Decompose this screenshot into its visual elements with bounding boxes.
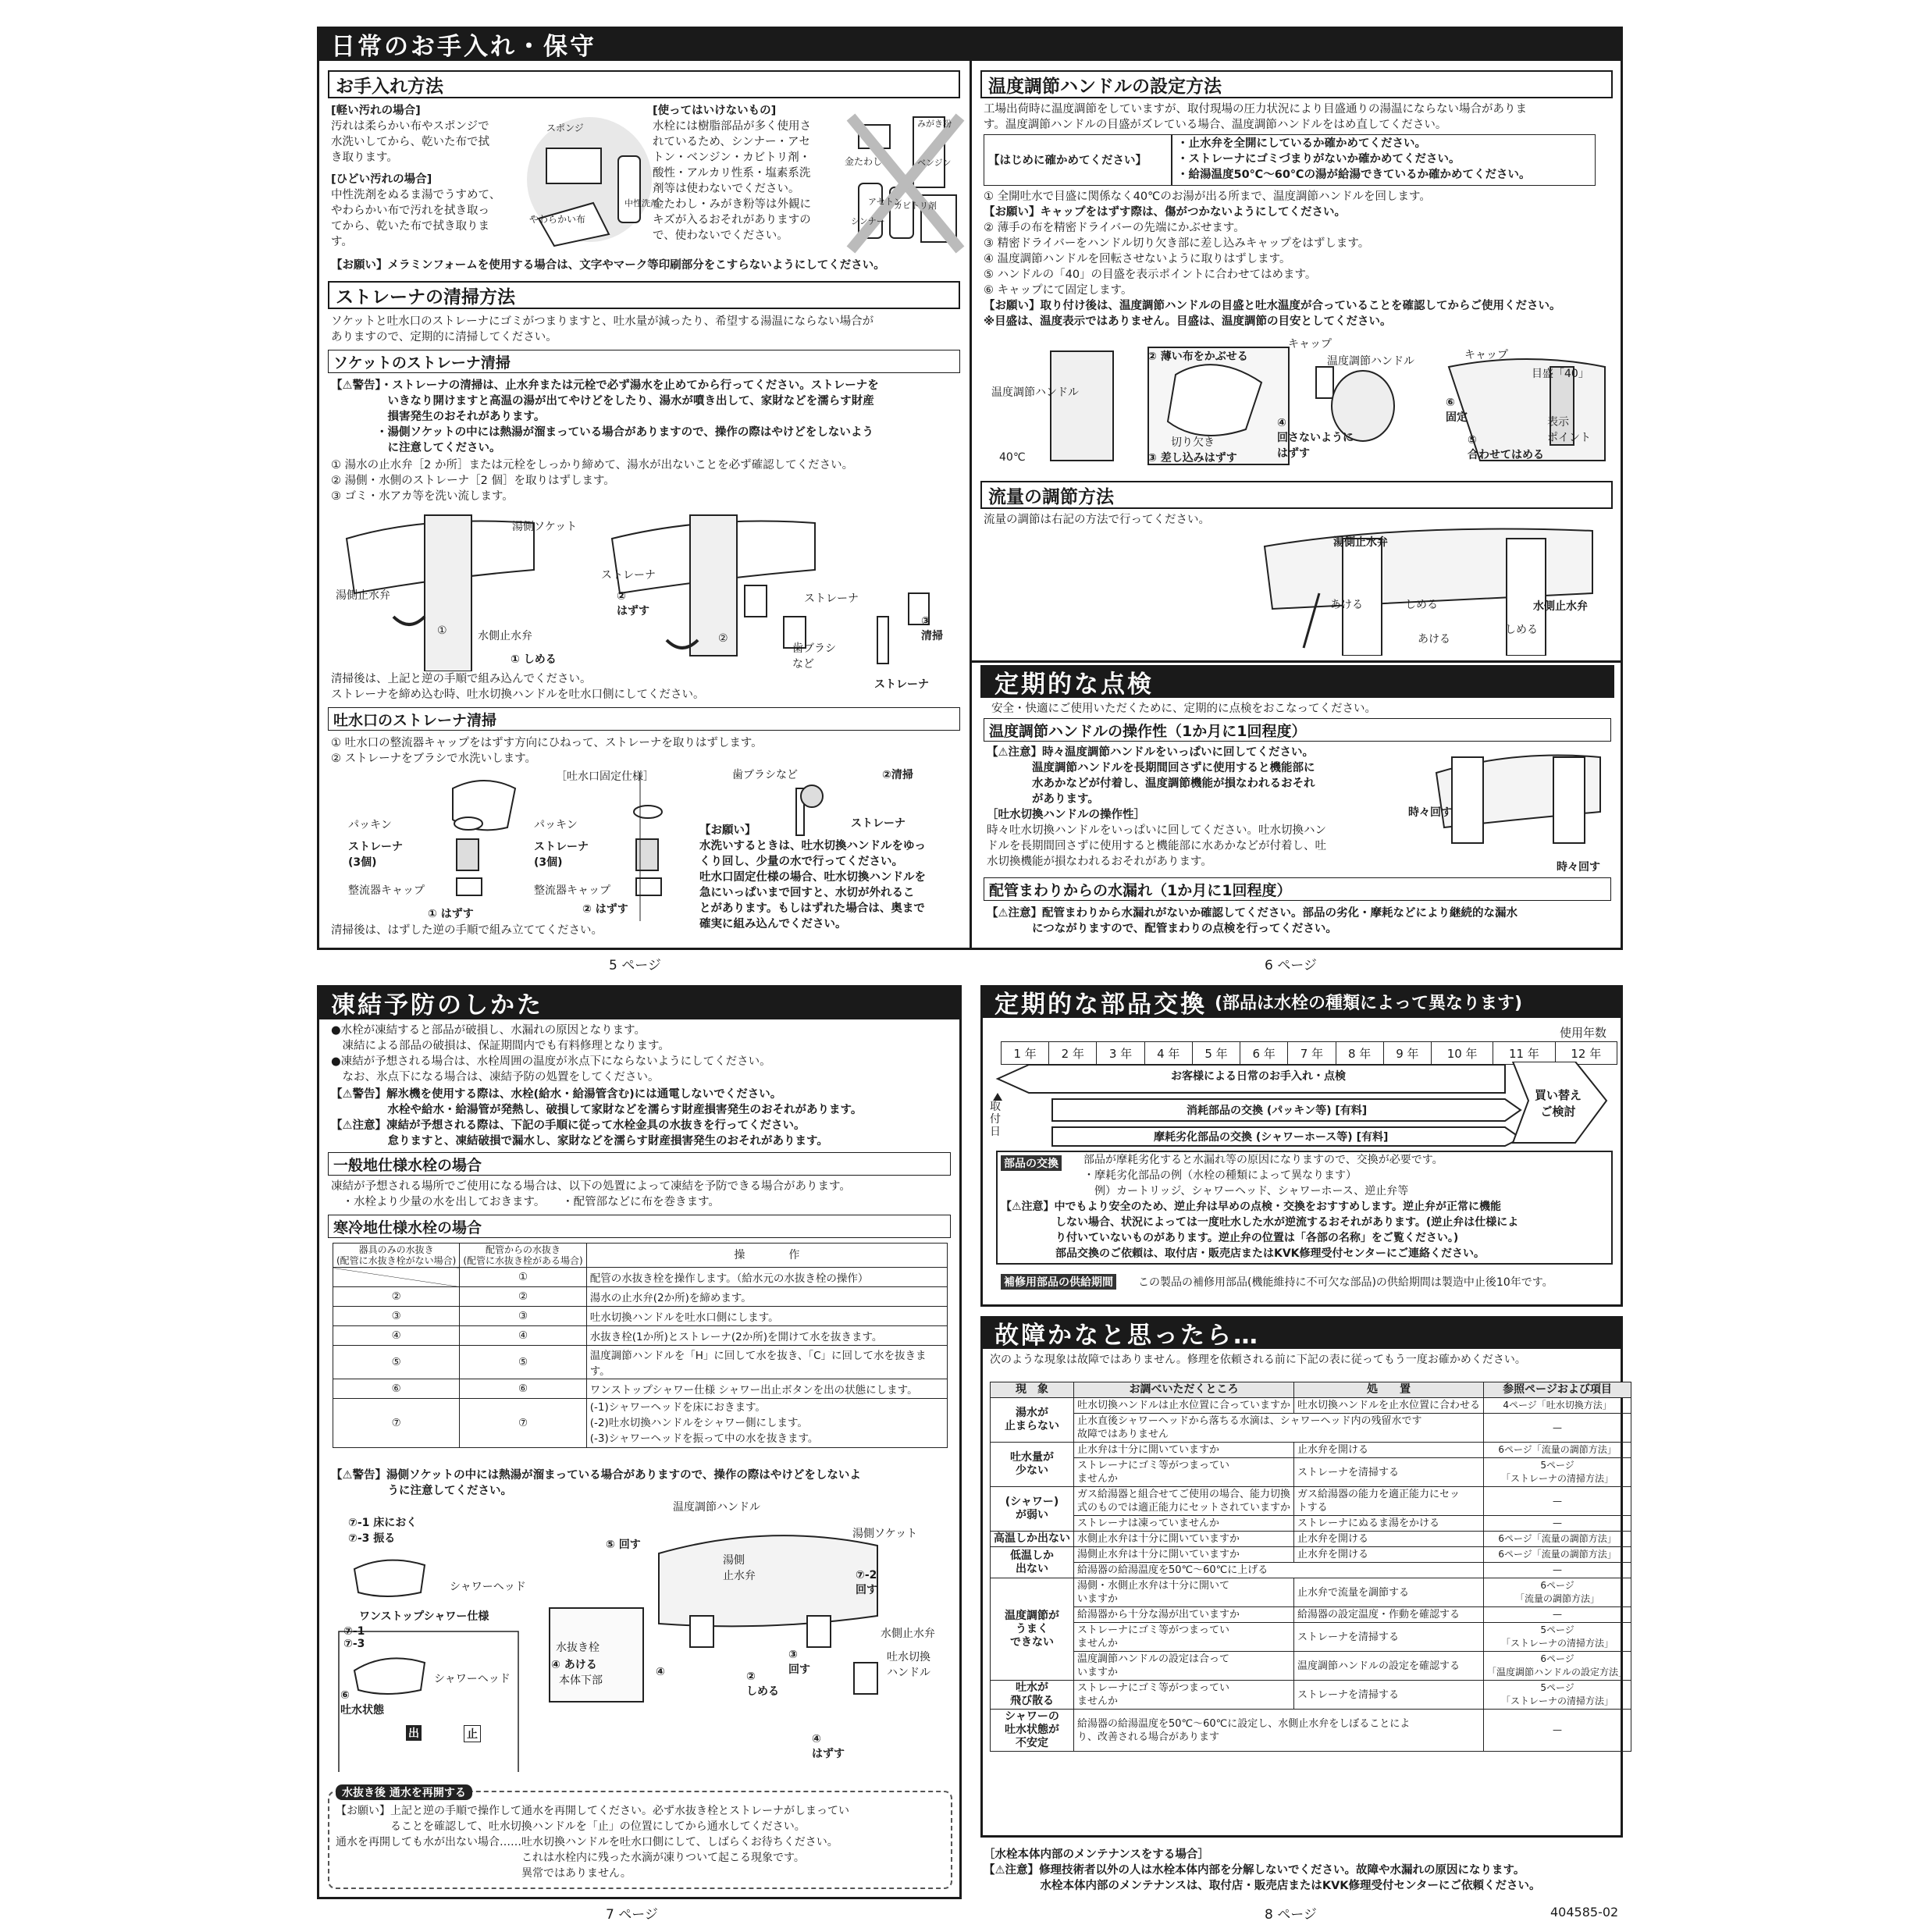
trouble-reference: 6ページ 「温度調節ハンドルの設定方法」 — [1484, 1652, 1631, 1681]
trouble-reference: 5ページ 「ストレーナの清掃方法」 — [1484, 1681, 1631, 1710]
label-hot-valve-2: 湯側止水弁 — [1333, 536, 1388, 549]
pipe-leak-title: 配管まわりからの水漏れ（1か月に1回程度） — [984, 877, 1611, 901]
heavy-dirt-head: [ひどい汚れの場合] — [331, 173, 432, 186]
trouble-check: 湯側・水側止水弁は十分に開いて いますか — [1074, 1578, 1294, 1607]
table-row — [991, 1547, 1631, 1563]
freeze-warnings: 【⚠警告】解氷機を使用する際は、水栓(給水・給湯管含む)には通電しないでください。 水栓や給水・給湯管が発熱し、破損して家財などを濡らす財産損害発生のおそれがあります。 【⚠注意】凍結が予想される際は、下記の手順に従って水栓金具の水抜きを行ってください。 怠りますと、凍結破損で漏水し、家財などを濡らす財産損害発生のおそれがあります。 — [331, 1088, 863, 1147]
table-row — [991, 1607, 1631, 1623]
label-4-circle: ④ — [656, 1666, 665, 1678]
trouble-check: ストレーナは凍っていませんか — [1074, 1516, 1294, 1532]
label-7-1-3: ⑦-1 ⑦-3 — [343, 1625, 365, 1650]
check-box-divider — [1171, 134, 1172, 186]
label-step2-cloth: ② 薄い布をかぶせる — [1147, 350, 1248, 363]
label-cold-valve: 水側止水弁 — [478, 630, 532, 642]
table-row: ⑥ ⑥ ワンストップシャワー仕様 シャワー出止ボタンを出の状態にします。 — [333, 1379, 948, 1399]
restart-tag: 水抜き後 通水を再開する — [336, 1784, 472, 1800]
trouble-check: ストレーナにゴミ等がつまってい ませんか — [1074, 1681, 1294, 1710]
check-items: ・止水弁を全開にしているか確かめてください。 ・ストレーナにゴミづまりがないか確かめてください。 ・給湯温度50℃〜60℃の湯が給湯できているか確かめてください。 — [1177, 137, 1531, 181]
trouble-check: 温度調節ハンドルの設定は合って いますか — [1074, 1652, 1294, 1681]
socket-hot-warning: 【⚠警告】湯側ソケットの中には熱湯が溜まっている場合がありますので、操作の際はやけどをしないよ うに注意してください。 — [331, 1469, 861, 1497]
temp-steps-2-6: ② 薄手の布を精密ドライバーの先端にかぶせます。 ③ 精密ドライバーをハンドル切り欠き部に差し込みキャップをはずします。 ④ 温度調節ハンドルを回転させないように取りはずします。 ⑤ ハンドルの「40」の目盛を表示ポイントに合わせてはめます。 ⑥ キャップにて固定します。 — [984, 222, 1370, 297]
table-row — [991, 1487, 1631, 1516]
trouble-check: 吐水切換ハンドルは止水位置に合っていますか — [1074, 1398, 1294, 1414]
switch-operability-body: 時々吐水切換ハンドルをいっぱいに回してください。吐水切換ハン ドルを長期間回さずに使用すると機能部に水あかなどが付着し、吐 水切換機能が損なわれるおそれがあります。 — [987, 824, 1326, 868]
timeline-consumables: 消耗部品の交換 (パッキン等) [有料] — [1187, 1105, 1368, 1117]
label-open-1: あける — [1330, 599, 1363, 611]
label-sponge: スポンジ — [546, 123, 584, 133]
page-number-7: 7 ページ — [606, 1907, 658, 1923]
trouble-reference: — — [1484, 1563, 1631, 1578]
table-row — [991, 1623, 1631, 1652]
trouble-check: 水側止水弁は十分に開いていますか — [1074, 1532, 1294, 1547]
label-strainer-3pcs-2: ストレーナ (3個) — [534, 841, 589, 869]
temp-operability-body: 【⚠注意】時々温度調節ハンドルをいっぱいに回してください。 温度調節ハンドルを長期間回さずに使用すると機能部に 水あかなどが付着し、温度調節機能が損なわれるおそれ があります。 — [987, 746, 1315, 806]
trouble-action: ガス給湯器の能力を適正能力にセッ トする — [1294, 1487, 1484, 1516]
trouble-reference: 6ページ「流量の調節方法」 — [1484, 1547, 1631, 1563]
label-notch: 切り欠き — [1171, 436, 1215, 449]
label-toothbrush-2: 歯ブラシなど — [732, 769, 798, 781]
socket-warning: 【⚠警告】・ストレーナの清掃は、止水弁または元栓で必ず湯水を止めてから行ってください。ストレーナを いきなり開けますと高温の湯が出てやけどをしたり、湯水が噴き出して、家財などを濡らす財産 損害発生のおそれがあります。 ・湯側ソケットの中には熱湯が溜まっている場合がありますので、操作の際はやけどをしないよう に注意してください。 — [331, 379, 879, 454]
label-toothbrush: 歯ブラシ など — [792, 642, 836, 671]
trouble-phenomenon: 吐水量が 少ない — [991, 1443, 1074, 1487]
label-remove-2: ② はずす — [617, 590, 649, 617]
maintenance-body: 【⚠注意】修理技術者以外の人は水栓本体内部を分解しないでください。故障や水漏れの原因になります。 水栓本体内部のメンテナンスは、取付店・販売店またはKVK修理受付センターにご依頼ください。 — [984, 1864, 1541, 1892]
table-row — [991, 1532, 1631, 1547]
year-cell: 11 年 — [1493, 1042, 1555, 1065]
trouble-reference: — — [1484, 1607, 1631, 1623]
label-cap-2: キャップ — [1464, 349, 1508, 361]
label-steel-wool: 金たわし — [845, 156, 883, 167]
label-cold-valve-2: 水側止水弁 — [1533, 600, 1588, 613]
table-row — [991, 1398, 1631, 1414]
label-step1-circle: ① — [437, 624, 447, 637]
table-row: ② ② 湯水の止水弁(2か所)を締めます。 — [333, 1287, 948, 1307]
trouble-reference: — — [1484, 1414, 1631, 1443]
trouble-reference: 5ページ 「ストレーナの清掃方法」 — [1484, 1623, 1631, 1652]
label-remove-1: ① はずす — [428, 908, 474, 920]
table-row: ⑦ ⑦ (-1)シャワーヘッドを床におきます。 (-2)吐水切換ハンドルをシャワー側にします。 (-3)シャワーヘッドを振って中の水を抜きます。 — [333, 1399, 948, 1448]
label-scale-40: 目盛「40」 — [1532, 368, 1589, 380]
table-row: ④ ④ 水抜き栓(1か所)とストレーナ(2か所)を開けて水を抜きます。 — [333, 1326, 948, 1346]
table-row — [991, 1516, 1631, 1532]
label-remove-2b: ② はずす — [582, 903, 628, 916]
label-turn-sometimes-2: 時々回す — [1557, 861, 1600, 873]
th-action: 処 置 — [1294, 1382, 1484, 1398]
ng-items-body: 水栓には樹脂部品が多く使用さ れているため、シンナー・アセ トン・ベンジン・カビトリ剤・ 酸性・アルカリ性系・塩素系洗 剤等は使わないでください。 金たわし・みがき粉等は外観に キズが入るおそれがありますの で、使わないでください。 — [653, 120, 811, 242]
label-7-2-turn: ⑦-2 回す — [856, 1569, 877, 1596]
temp-step1: ① 全開吐水で目盛に関係なく40℃のお湯が出る所まで、温度調節ハンドルを回します。 — [984, 190, 1431, 203]
freeze-intro: ●水栓が凍結すると部品が破損し、水漏れの原因となります。 凍結による部品の破損は、保証期間内でも有料修理となります。 ●凍結が予想される場合は、水栓周囲の温度が氷点下にならないようにしてください。 なお、氷点下になる場合は、凍結予防の処置をしてください。 — [331, 1024, 771, 1083]
label-shower-head-2: シャワーヘッド — [434, 1673, 511, 1685]
cap-warning: 【お願い】キャップをはずす際は、傷がつかないようにしてください。 — [984, 206, 1346, 219]
page-number-5: 5 ページ — [609, 958, 661, 973]
parts-title-note: (部品は水栓の種類によって異なります) — [1215, 993, 1523, 1013]
table-row — [991, 1681, 1631, 1710]
trouble-check: ガス給湯器と組合せてご使用の場合、能力切換 式のものでは適正能力にセットされていますか — [1074, 1487, 1294, 1516]
label-temp-handle-2: 温度調節ハンドル — [1327, 355, 1414, 368]
page-number-6: 6 ページ — [1265, 958, 1317, 973]
label-turn-sometimes-1: 時々回す — [1408, 806, 1452, 819]
general-spec-body: 凍結が予想される場所でご使用になる場合は、以下の処置によって凍結を予防できる場合があります。 ・水栓より少量の水を出しておきます。 ・配管部などに布を巻きます。 — [331, 1180, 851, 1208]
trouble-phenomenon: 低温しか 出ない — [991, 1547, 1074, 1578]
label-strainer-c: ストレーナ — [874, 678, 929, 691]
trouble-action: 止水弁を開ける — [1294, 1532, 1484, 1547]
trouble-action: 吐水切換ハンドルを止水位置に合わせる — [1294, 1398, 1484, 1414]
label-clean-3: ③ 清掃 — [921, 615, 943, 642]
trouble-reference: 6ページ「流量の調節方法」 — [1484, 1443, 1631, 1458]
sponge-cloth-illustration — [523, 109, 656, 250]
label-strainer-3pcs: ストレーナ (3個) — [348, 841, 403, 869]
timeline-wear-parts: 摩耗劣化部品の交換 (シャワーホース等) [有料] — [1154, 1131, 1389, 1144]
socket-strainer-title: ソケットのストレーナ清掃 — [328, 350, 960, 373]
trouble-reference: 4ページ「吐水切換方法」 — [1484, 1398, 1631, 1414]
label-acetone: アセトン — [868, 197, 902, 207]
label-shower-head-1: シャワーヘッド — [450, 1581, 526, 1593]
label-temp-handle-7: 温度調節ハンドル — [673, 1501, 760, 1514]
label-neutral-detergent: 中性洗剤 — [624, 198, 659, 208]
label-hot-valve-7: 湯側 止水弁 — [723, 1554, 756, 1582]
label-soft-cloth: やわらかい布 — [529, 214, 586, 225]
label-body-bottom: 本体下部 — [559, 1674, 603, 1687]
trouble-phenomenon: 吐水が 飛び散る — [991, 1681, 1074, 1710]
table-row — [991, 1443, 1631, 1458]
restart-body: 【お願い】上記と逆の手順で操作して通水を再開してください。必ず水抜き栓とストレーナがしまってい ることを確認して、吐水切換ハンドルを「止」の位置にしてから通水してください。 通水を再開しても水が出ない場合……吐水切換ハンドルを吐水口側にして、しばらくお待ちください。 これは水栓内に残った水滴が凍りついて起こる現象です。 異常ではありません。 — [336, 1805, 849, 1880]
pipe-leak-body: 【⚠注意】配管まわりから水漏れがないか確認してください。部品の劣化・摩耗などにより継続的な漏水 につながりますので、配管まわりの点検を行ってください。 — [987, 907, 1517, 935]
spout-onegai-head: 【お願い】 — [699, 824, 756, 837]
heavy-dirt-body: 中性洗剤をぬるま湯でうすめて、 やわらかい布で汚れを拭き取っ てから、乾いた布で拭き取りま す。 — [331, 189, 501, 248]
timeline-daily-care: お客様による日常のお手入れ・点検 — [1171, 1070, 1346, 1083]
reassemble-note-1: 清掃後は、上記と逆の手順で組み込んでください。 ストレーナを締め込む時、吐水切換ハンドルを吐水口側にしてください。 — [331, 673, 705, 701]
th-from-pipe: 配管からの水抜き (配管に水抜き栓がある場合) — [460, 1244, 586, 1268]
th-operation: 操 作 — [586, 1244, 947, 1268]
label-step6-fix: ⑥ 固定 — [1446, 397, 1468, 424]
years-label: 使用年数 — [1560, 1026, 1607, 1040]
th-device-only: 器具のみの水抜き (配管に水抜き栓がない場合) — [333, 1244, 460, 1268]
year-cell: 10 年 — [1431, 1042, 1493, 1065]
reassemble-note-2: 清掃後は、はずした逆の手順で組み立ててください。 — [331, 924, 603, 937]
trouble-reference: 5ページ 「ストレーナの清掃方法」 — [1484, 1458, 1631, 1487]
year-cell: 4 年 — [1144, 1042, 1192, 1065]
light-dirt-head: [軽い汚れの場合] — [331, 105, 421, 117]
parts-title — [980, 985, 1623, 1018]
temp-handle-intro: 工場出荷時に温度調節をしていますが、取付現場の圧力状況により目盛通りの湯温にならない場合がありま す。温度調節ハンドルの目盛がズレている場合、温度調節ハンドルをはめ直してください。 — [984, 103, 1527, 131]
label-step4-remove: ④ 回さないように はずす — [1277, 417, 1354, 460]
year-cell: 8 年 — [1336, 1042, 1383, 1065]
label-step2-circle: ② — [718, 632, 728, 645]
document-number: 404585-02 — [1550, 1905, 1619, 1920]
prohibited-items-illustration — [843, 109, 968, 258]
label-fixed-spout: ［吐水口固定仕様］ — [556, 770, 654, 783]
trouble-reference: 6ページ 「流量の調節方法」 — [1484, 1578, 1631, 1607]
trouble-check: 給湯器の給湯温度を50℃〜60℃に設定し、水側止水弁をしぼることによ り、改善される場合があります — [1074, 1710, 1484, 1752]
label-display-point: 表示 ポイント — [1547, 416, 1591, 444]
label-close-3: しめる — [1505, 624, 1538, 636]
trouble-phenomenon: (シャワー) が弱い — [991, 1487, 1074, 1532]
trouble-phenomenon: 湯水が 止まらない — [991, 1398, 1074, 1443]
label-clean-2: ②清掃 — [882, 769, 913, 781]
strainer-intro: ソケットと吐水口のストレーナにゴミがつまりますと、吐水量が減ったり、希望する湯温にならない場合が ありますので、定期的に清掃してください。 — [331, 315, 874, 343]
year-cell: 7 年 — [1288, 1042, 1336, 1065]
trouble-reference: 6ページ「流量の調節方法」 — [1484, 1532, 1631, 1547]
label-mold-remover: カビトリ剤 — [894, 201, 937, 211]
label-benzine: ベンジン — [917, 158, 952, 168]
label-strainer-b: ストレーナ — [804, 592, 859, 605]
temp-operability-title: 温度調節ハンドルの操作性（1か月に1回程度） — [984, 718, 1611, 742]
label-cap: キャップ — [1288, 338, 1332, 350]
label-flow-cap: 整流器キャップ — [348, 884, 425, 897]
freeze-title: 凍結予防のしかた — [317, 985, 962, 1019]
label-stop: 止 — [464, 1725, 481, 1742]
trouble-reference: — — [1484, 1487, 1631, 1516]
trouble-action: ストレーナにぬるま湯をかける — [1294, 1516, 1484, 1532]
label-onestop-shower: ワンストップシャワー仕様 — [359, 1610, 489, 1623]
maintenance-head: ［水栓本体内部のメンテナンスをする場合］ — [984, 1848, 1209, 1861]
trouble-check: 給湯器から十分な湯が出ていますか — [1074, 1607, 1294, 1623]
spout-steps: ① 吐水口の整流器キャップをはずす方向にひねって、ストレーナを取りはずします。 ② ストレーナをブラシで水洗いします。 — [331, 737, 763, 765]
label-cold-valve-7: 水側止水弁 — [881, 1628, 935, 1640]
table-row: ⑤ ⑤ 温度調節ハンドルを「H」に回して水を抜き、「C」に回して水を抜きます。 — [333, 1346, 948, 1379]
label-4-open: ④ あける — [551, 1659, 597, 1671]
th-check: お調べいただくところ — [1074, 1382, 1294, 1398]
trouble-check: ストレーナにゴミ等がつまってい ませんか — [1074, 1458, 1294, 1487]
flow-intro: 流量の調節は右記の方法で行ってください。 — [984, 514, 1210, 526]
label-3-turn: ③ 回す — [788, 1649, 810, 1676]
spout-onegai-body: 水洗いするときは、吐水切換ハンドルをゆっ くり回し、少量の水で行ってください。 吐水口固定仕様の場合、吐水切換ハンドルを 急にいっぱいまで回すと、水切が外れるこ とがあります。もしはずれた場合は、奥まで 確実に組み込んでください。 — [699, 840, 926, 930]
trouble-action: ストレーナを清掃する — [1294, 1681, 1484, 1710]
trouble-reference: — — [1484, 1516, 1631, 1532]
replace-consider: 買い替え ご検討 — [1535, 1088, 1582, 1119]
trouble-action: 温度調節ハンドルの設定を確認する — [1294, 1652, 1484, 1681]
label-drain-plug: 水抜き栓 — [556, 1642, 600, 1654]
trouble-check: 湯側止水弁は十分に開いていますか — [1074, 1547, 1294, 1563]
inspection-title: 定期的な点検 — [980, 665, 1614, 698]
trouble-check: ストレーナにゴミ等がつまってい ませんか — [1074, 1623, 1294, 1652]
parts-warning: 【⚠注意】中でもより安全のため、逆止弁は早めの点検・交換をおすすめします。逆止弁が正常に機能 しない場合、状況によっては一度吐水した水が逆流するおそれがあります。(逆止弁は仕様によ り付いていないものがあります。逆止弁の位置は「各部の名称」をご覧ください。) 部品交換のご依頼は、取付店・販売店またはKVK修理受付センターにご連絡ください。 — [1001, 1201, 1519, 1260]
drain-steps-table — [333, 1243, 948, 1448]
year-cell: 9 年 — [1383, 1042, 1431, 1065]
table-row — [991, 1563, 1631, 1578]
table-row: ① 配管の水抜き栓を操作します。（給水元の水抜き栓の操作） — [333, 1268, 948, 1287]
label-flow-cap-2: 整流器キャップ — [534, 884, 610, 897]
install-date: 取 付 日 — [990, 1101, 1001, 1138]
inspection-intro: 安全・快適にご使用いただくために、定期的に点検をおこなってください。 — [991, 703, 1376, 715]
label-5-turn: ⑤ 回す — [606, 1539, 641, 1551]
label-open-2: あける — [1418, 633, 1450, 646]
label-2-close: ② しめる — [746, 1670, 779, 1698]
trouble-check: 給湯器の給湯温度を50℃〜60℃に上げる — [1074, 1563, 1484, 1578]
label-40c: 40℃ — [999, 451, 1026, 464]
trouble-intro: 次のような現象は故障ではありません。修理を依頼される前に下記の表に従ってもう一度お確かめください。 — [990, 1354, 1526, 1366]
temp-handle-section-title: 温度調節ハンドルの設定方法 — [980, 70, 1613, 98]
table-row — [991, 1578, 1631, 1607]
parts-body: 部品が摩耗劣化すると水漏れ等の原因になりますので、交換が必要です。 ・摩耗劣化部品の例（水栓の種類によって異なります） 例）カートリッジ、シャワーヘッド、シャワーホース、逆止弁等 — [1083, 1154, 1443, 1197]
trouble-phenomenon: 高温しか出ない — [991, 1532, 1074, 1547]
label-7-1-floor: ⑦-1 床におく ⑦-3 振る — [348, 1517, 418, 1545]
trouble-action: 止水弁を開ける — [1294, 1443, 1484, 1458]
year-cell: 2 年 — [1049, 1042, 1097, 1065]
parts-title-text: 定期的な部品交換 — [994, 990, 1207, 1019]
label-switch-handle: 吐水切換 ハンドル — [887, 1651, 930, 1679]
trouble-action: ストレーナを清掃する — [1294, 1623, 1484, 1652]
table-row — [991, 1652, 1631, 1681]
label-temp-handle: 温度調節ハンドル — [991, 386, 1079, 399]
main-title: 日常のお手入れ・保守 — [317, 27, 1623, 61]
socket-steps: ① 湯水の止水弁［2 か所］または元栓をしっかり締めて、湯水が出ないことを必ず確認してください。 ② 湯側・水側のストレーナ［2 個］を取りはずします。 ③ ゴミ・水アカ等を洗い流します。 — [331, 459, 854, 503]
trouble-phenomenon: シャワーの 吐水状態が 不安定 — [991, 1710, 1074, 1752]
label-step5-align: ⑤ 合わせてはめる — [1468, 434, 1544, 461]
cold-spec-title: 寒冷地仕様水栓の場合 — [328, 1215, 951, 1238]
trouble-action: 止水弁で流量を調節する — [1294, 1578, 1484, 1607]
check-label: 【はじめに確かめてください】 — [988, 155, 1147, 167]
trouble-phenomenon: 温度調節が うまく できない — [991, 1578, 1074, 1681]
trouble-table — [990, 1382, 1631, 1752]
strainer-section-title: ストレーナの清掃方法 — [328, 281, 960, 309]
label-hot-socket: 湯側ソケット — [512, 521, 578, 533]
label-step3-insert: ③ 差し込みはずす — [1147, 452, 1237, 464]
label-packing-2: パッキン — [534, 819, 578, 831]
label-strainer-a: ストレーナ — [601, 569, 656, 582]
temp-note: 【お願い】取り付け後は、温度調節ハンドルの目盛と吐水温度が合っていることを確認してからご使用ください。 ※目盛は、温度表示ではありません。目盛は、温度調節の目安としてください。 — [984, 300, 1561, 328]
freeze-drain-illustration — [331, 1507, 955, 1772]
label-close-1: ① しめる — [511, 653, 557, 666]
care-section-title: お手入れ方法 — [328, 70, 960, 98]
label-hot-socket-7: 湯側ソケット — [852, 1528, 918, 1540]
switch-operability-head: ［吐水切換ハンドルの操作性］ — [987, 809, 1145, 821]
melamine-note: 【お願い】メラミンフォームを使用する場合は、文字やマーク等印刷部分をこすらないようにしてください。 — [331, 259, 885, 272]
label-4-remove: ④ はずす — [812, 1733, 845, 1760]
th-phenomenon: 現 象 — [991, 1382, 1074, 1398]
th-reference: 参照ページおよび項目 — [1484, 1382, 1631, 1398]
table-row — [991, 1458, 1631, 1487]
label-close-2: しめる — [1405, 599, 1438, 611]
year-cell: 12 年 — [1555, 1042, 1617, 1065]
year-cell: 1 年 — [1002, 1042, 1049, 1065]
label-out: 出 — [406, 1725, 422, 1741]
spout-strainer-title: 吐水口のストレーナ清掃 — [328, 707, 960, 731]
trouble-action: 止水弁を開ける — [1294, 1547, 1484, 1563]
label-thinner: シンナー — [851, 216, 885, 226]
table-row — [991, 1414, 1631, 1443]
year-cell: 5 年 — [1192, 1042, 1240, 1065]
trouble-check: 止水弁は十分に開いていますか — [1074, 1443, 1294, 1458]
supply-body: この製品の補修用部品(機能維持に不可欠な部品)の供給期間は製造中止後10年です。 — [1138, 1276, 1553, 1289]
table-row — [991, 1710, 1631, 1752]
label-strainer-d: ストレーナ — [851, 817, 906, 830]
trouble-title: 故障かなと思ったら… — [980, 1316, 1623, 1349]
page-number-8: 8 ページ — [1265, 1907, 1317, 1923]
supply-tag: 補修用部品の供給期間 — [1001, 1274, 1116, 1290]
parts-tag: 部品の交換 — [1001, 1155, 1062, 1171]
trouble-action: ストレーナを清掃する — [1294, 1458, 1484, 1487]
year-cell: 3 年 — [1097, 1042, 1144, 1065]
trouble-check: 止水直後シャワーヘッドから落ちる水滴は、シャワーヘッド内の残留水です 故障ではありません — [1074, 1414, 1484, 1443]
label-6-flow-state: ⑥ 吐水状態 — [340, 1689, 384, 1717]
table-row: ③ ③ 吐水切換ハンドルを吐水口側にします。 — [333, 1307, 948, 1326]
trouble-action: 給湯器の設定温度・作動を確認する — [1294, 1607, 1484, 1623]
label-polishing-powder: みがき粉 — [917, 119, 952, 129]
socket-strainer-illustration — [331, 507, 955, 671]
year-cell: 6 年 — [1240, 1042, 1288, 1065]
label-packing: パッキン — [348, 819, 392, 831]
label-hot-valve: 湯側止水弁 — [336, 589, 390, 602]
ng-items-head: [使ってはいけないもの] — [653, 105, 777, 117]
general-spec-title: 一般地仕様水栓の場合 — [328, 1152, 951, 1176]
trouble-reference: — — [1484, 1710, 1631, 1752]
flow-section-title: 流量の調節方法 — [980, 481, 1613, 509]
light-dirt-body: 汚れは柔らかい布やスポンジで 水洗いしてから、乾いた布で拭 き取ります。 — [331, 120, 489, 164]
